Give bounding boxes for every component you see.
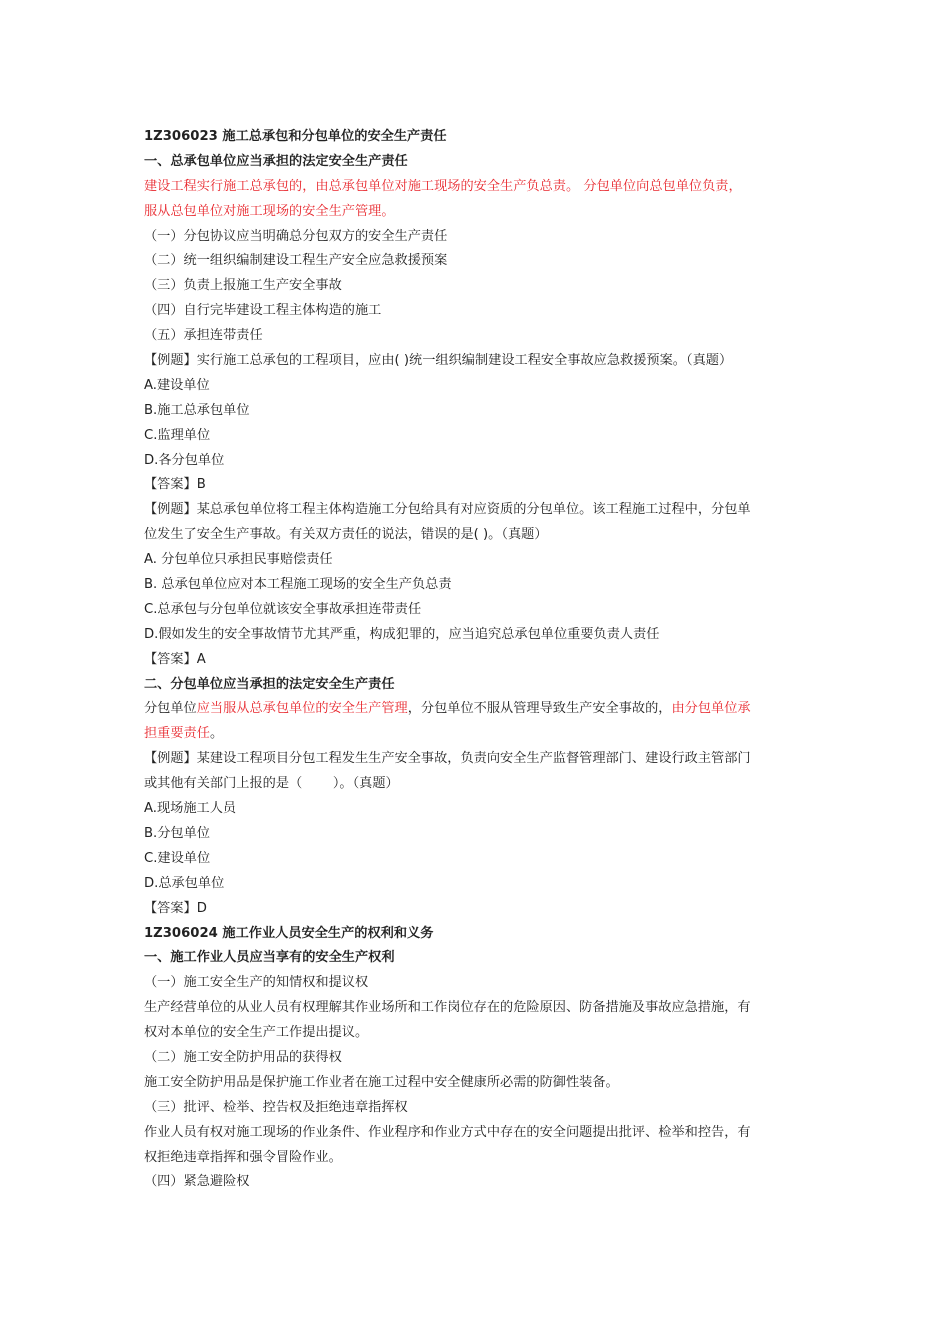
text-segment: （四）紧急避险权 xyxy=(144,1174,250,1190)
text-line xyxy=(144,722,814,747)
section-heading xyxy=(144,922,814,947)
text-segment: （一）施工安全生产的知情权和提议权 xyxy=(144,975,369,991)
text-line xyxy=(144,299,814,324)
highlighted-text: 由分包单位承 xyxy=(671,701,751,717)
text-segment: 作业人员有权对施工现场的作业条件、作业程序和作业方式中存在的安全问题提出批评、检举和控告，有 xyxy=(144,1124,751,1140)
text-segment: A.现场施工人员 xyxy=(144,801,237,817)
text-segment: （四）自行完毕建设工程主体构造的施工 xyxy=(144,303,382,319)
text-line xyxy=(144,598,814,623)
text-line xyxy=(144,872,814,897)
text-line xyxy=(144,772,814,797)
text-segment: 一、施工作业人员应当享有的安全生产权利 xyxy=(144,950,395,966)
text-segment: C.监理单位 xyxy=(144,427,211,443)
text-line xyxy=(144,573,814,598)
text-segment: 生产经营单位的从业人员有权理解其作业场所和工作岗位存在的危险原因、防备措施及事故应急措施，有 xyxy=(144,1000,751,1016)
text-segment: A.建设单位 xyxy=(144,377,210,393)
text-segment: 权对本单位的安全生产工作提出提议。 xyxy=(144,1025,369,1041)
text-segment: D.假如发生的安全事故情节尤其严重，构成犯罪的，应当追究总承包单位重要负责人责任 xyxy=(144,626,660,642)
text-line xyxy=(144,1121,814,1146)
section-heading xyxy=(144,150,814,175)
section-heading xyxy=(144,673,814,698)
text-segment: D.各分包单位 xyxy=(144,452,225,468)
text-line xyxy=(144,374,814,399)
text-segment: C.建设单位 xyxy=(144,850,211,866)
text-line xyxy=(144,648,814,673)
text-segment: （三）批评、检举、控告权及拒绝违章指挥权 xyxy=(144,1099,408,1115)
text-segment: B. 总承包单位应对本工程施工现场的安全生产负总责 xyxy=(144,577,452,593)
text-line xyxy=(144,1146,814,1171)
text-line xyxy=(144,996,814,1021)
text-line xyxy=(144,1096,814,1121)
text-line xyxy=(144,349,814,374)
text-line xyxy=(144,498,814,523)
section-heading xyxy=(144,125,814,150)
text-line xyxy=(144,523,814,548)
text-line xyxy=(144,424,814,449)
text-segment: 权拒绝违章指挥和强令冒险作业。 xyxy=(144,1149,342,1165)
text-line xyxy=(144,697,814,722)
text-line xyxy=(144,175,814,200)
highlighted-text: 服从总包单位对施工现场的安全生产管理。 xyxy=(144,203,395,219)
text-segment: 位发生了安全生产事故。有关双方责任的说法，错误的是( )。（真题） xyxy=(144,527,548,543)
text-line xyxy=(144,274,814,299)
text-segment: 【答案】A xyxy=(144,651,206,667)
text-segment: 。 xyxy=(209,726,224,742)
text-segment: 1Z306023 施工总承包和分包单位的安全生产责任 xyxy=(144,129,447,144)
text-segment: 【例题】某建设工程项目分包工程发生生产安全事故，负责向安全生产监督管理部门、建设行政主管部门 xyxy=(144,751,751,767)
text-segment: ，分包单位不服从管理导致生产安全事故的， xyxy=(407,701,672,717)
highlighted-text: 担重要责任 xyxy=(144,726,210,742)
text-segment: C.总承包与分包单位就该安全事故承担连带责任 xyxy=(144,601,422,617)
text-line xyxy=(144,847,814,872)
text-segment: （二）统一组织编制建设工程生产安全应急救援预案 xyxy=(144,253,448,269)
text-line xyxy=(144,249,814,274)
text-segment: 或其他有关部门上报的是（ ）。（真题） xyxy=(144,776,399,792)
text-segment: B.施工总承包单位 xyxy=(144,402,250,418)
text-segment: （二）施工安全防护用品的获得权 xyxy=(144,1049,342,1065)
text-line xyxy=(144,200,814,225)
text-segment: 【例题】实行施工总承包的工程项目，应由( )统一组织编制建设工程安全事故应急救援预案。（真题） xyxy=(144,353,733,369)
text-line xyxy=(144,449,814,474)
text-line xyxy=(144,324,814,349)
text-line xyxy=(144,822,814,847)
text-line xyxy=(144,747,814,772)
text-line xyxy=(144,971,814,996)
text-line xyxy=(144,1170,814,1195)
document-body xyxy=(144,125,814,1195)
text-segment: （一）分包协议应当明确总分包双方的安全生产责任 xyxy=(144,228,448,244)
text-line xyxy=(144,897,814,922)
highlighted-text: 应当服从总承包单位的安全生产管理 xyxy=(196,701,408,717)
highlighted-text: 建设工程实行施工总承包的，由总承包单位对施工现场的安全生产负总责。 分包单位向总包单位负责， xyxy=(144,178,742,194)
text-segment: 分包单位 xyxy=(144,701,197,717)
text-segment: 1Z306024 施工作业人员安全生产的权利和义务 xyxy=(144,925,434,941)
text-line xyxy=(144,225,814,250)
text-line xyxy=(144,623,814,648)
text-line xyxy=(144,548,814,573)
text-line xyxy=(144,473,814,498)
text-segment: 【答案】B xyxy=(144,477,206,493)
text-segment: （五）承担连带责任 xyxy=(144,328,263,344)
text-segment: （三）负责上报施工生产安全事故 xyxy=(144,278,342,294)
text-segment: 二、分包单位应当承担的法定安全生产责任 xyxy=(144,676,395,692)
text-segment: A. 分包单位只承担民事赔偿责任 xyxy=(144,552,333,568)
text-line xyxy=(144,1071,814,1096)
text-line xyxy=(144,1021,814,1046)
text-segment: 施工安全防护用品是保护施工作业者在施工过程中安全健康所必需的防御性装备。 xyxy=(144,1074,619,1090)
text-line xyxy=(144,1046,814,1071)
section-heading xyxy=(144,946,814,971)
text-segment: 【答案】D xyxy=(144,900,207,916)
text-segment: B.分包单位 xyxy=(144,825,210,841)
text-line xyxy=(144,399,814,424)
text-segment: 【例题】某总承包单位将工程主体构造施工分包给具有对应资质的分包单位。该工程施工过程中，分包单 xyxy=(144,502,751,518)
text-line xyxy=(144,797,814,822)
text-segment: 一、总承包单位应当承担的法定安全生产责任 xyxy=(144,153,408,169)
text-segment: D.总承包单位 xyxy=(144,875,225,891)
